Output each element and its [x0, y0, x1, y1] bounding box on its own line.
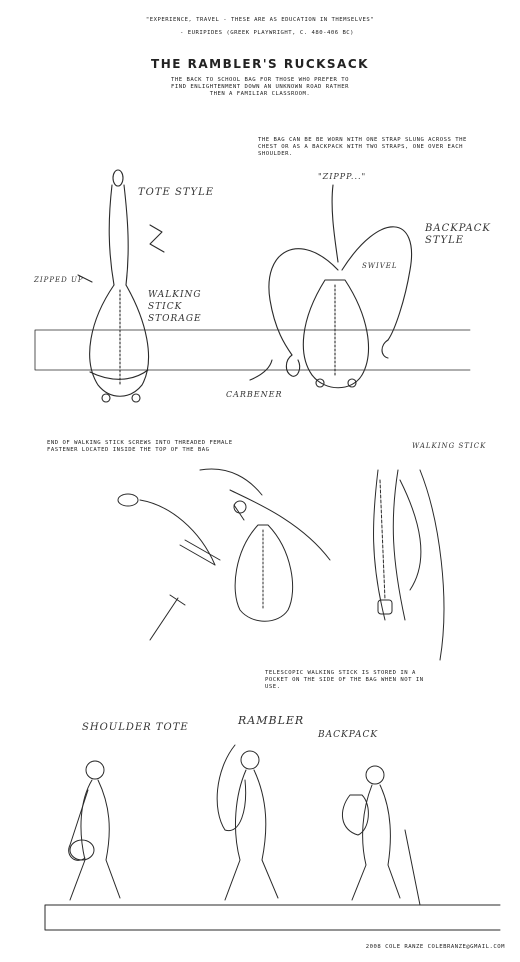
label-backpack: BACKPACK [318, 730, 379, 740]
label-carbener: CARBENER [226, 390, 283, 399]
label-zipp: "ZIPPP..." [318, 172, 367, 181]
footer-credit: 2008 COLE RANZE COLEBRANZE@GMAIL.COM [365, 944, 505, 950]
backpack-sketch [250, 185, 412, 388]
walking-figures-sketch [45, 745, 500, 930]
page-subtitle: THE BACK TO SCHOOL BAG FOR THOSE WHO PREFER TO FIND ENLIGHTENMENT DOWN AN UNKNOWN ROAD RATHER THEN A FAMILIAR CLASSROOM. [171, 77, 349, 97]
label-swivel: SWIVEL [362, 262, 398, 270]
ground-lines [35, 330, 470, 370]
quote: "EXPERIENCE, TRAVEL - THESE ARE AS EDUCATION IN THEMSELVES" [145, 17, 375, 23]
label-rambler: RAMBLER [238, 714, 305, 727]
label-zipped-up: ZIPPED UP [34, 276, 84, 284]
strap-note: THE BAG CAN BE BE WORN WITH ONE STRAP SLUNG ACROSS THE CHEST OR AS A BACKPACK WITH TWO STRAPS, ONE OVER EACH SHOULDER. [258, 137, 467, 157]
label-walking-stick: WALKING STICK [412, 442, 487, 450]
telescopic-note: TELESCOPIC WALKING STICK IS STORED IN A POCKET ON THE SIDE OF THE BAG WHEN NOT IN USE. [265, 670, 424, 690]
label-backpack-style: BACKPACK STYLE [425, 223, 491, 246]
page-title: THE RAMBLER'S RUCKSACK [151, 57, 369, 71]
tote-bag-sketch [78, 170, 164, 402]
label-tote-style: TOTE STYLE [138, 187, 215, 198]
label-walking-stick-storage: WALKING STICK STORAGE [148, 290, 202, 324]
walking-stick-detail-sketch [118, 469, 444, 660]
screw-note: END OF WALKING STICK SCREWS INTO THREADED FEMALE FASTENER LOCATED INSIDE THE TOP OF THE BAG [47, 440, 233, 453]
quote-attribution: - EURIPIDES (GREEK PLAYWRIGHT, C. 480-406 BC) [180, 30, 355, 36]
label-shoulder-tote: SHOULDER TOTE [82, 722, 189, 733]
